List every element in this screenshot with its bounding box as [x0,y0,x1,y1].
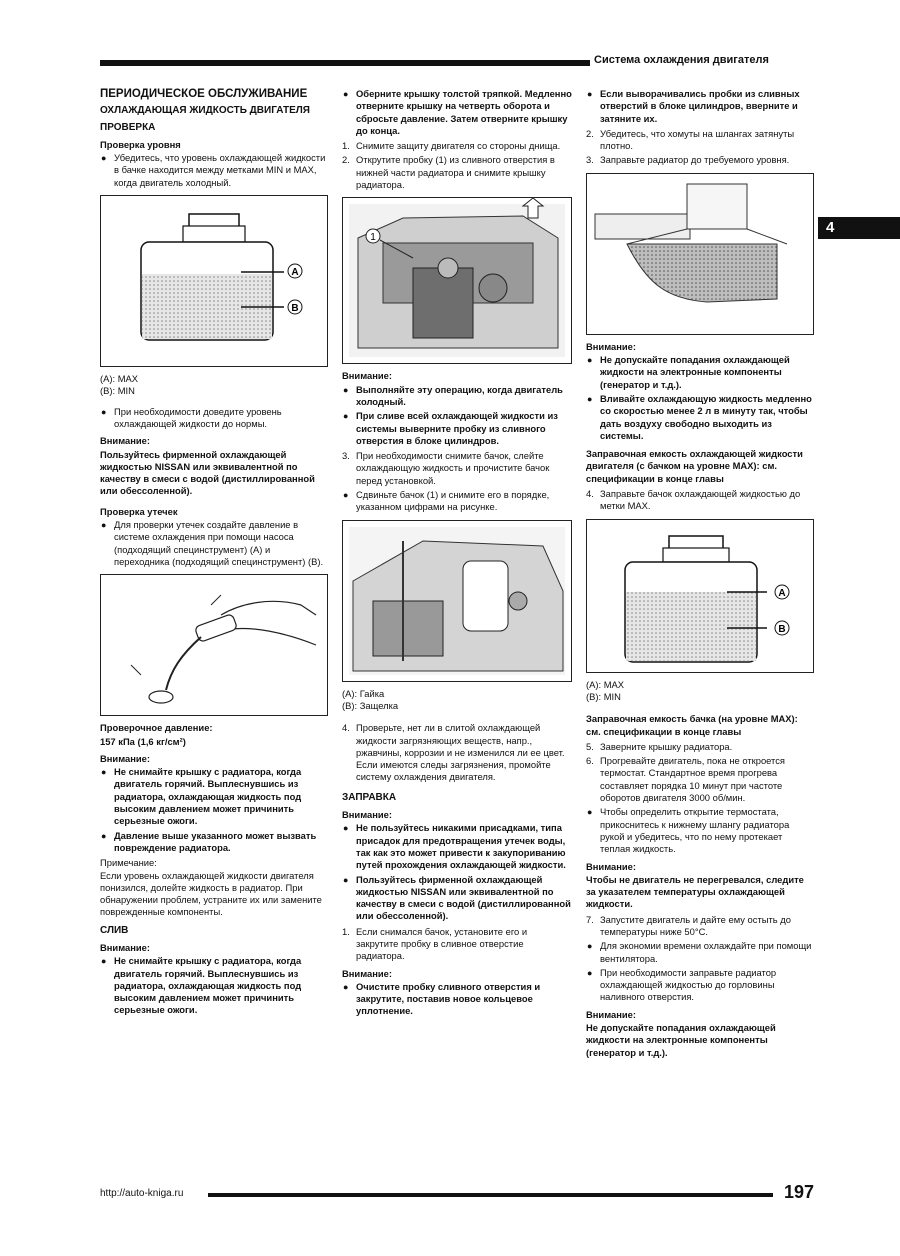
coolant-fill [626,592,756,661]
section-title: Система охлаждения двигателя [594,54,769,66]
component [509,592,527,610]
list-item: ● Для проверки утечек создайте давление в системе охлаждения при помощи насоса (подходящий специнструмент) (A) и переходника (подходящий специнструмент) (B). [100,519,328,568]
steps-list-3 [342,722,572,783]
warning2-label: Внимание: [100,752,150,764]
warning2-label: Внимание: [342,809,392,821]
warning-list [342,384,572,447]
tank-neck [189,214,239,226]
list-item: ● Выполняйте эту операцию, когда двигатель холодный. [342,384,572,409]
drain-heading: СЛИВ [100,924,129,936]
label-a: A [291,267,299,279]
note-text: Если уровень охлаждающей жидкости двигателя понизился, долейте жидкость в радиатор. При обнаружении проблем, устраните их или замените поврежденные компоненты. [100,869,322,918]
list-item: ● Пользуйтесь фирменной охлаждающей жидкостью NISSAN или эквивалентной по качеству в смеси с водой (дистиллированной или обессоленной). [342,874,572,923]
steps-list [342,140,572,191]
fill-warning-list [342,822,572,922]
steps-list-6 [586,914,814,1004]
legend-b: (B): Защелка [342,699,399,711]
capacity2-text: Заправочная емкость бачка (на уровне MAX): см. спецификации в конце главы [586,713,798,737]
warning3-label: Внимание: [342,967,392,979]
engine-center [413,268,473,338]
leader-line [131,665,141,675]
list-item: ● При необходимости доведите уровень охлаждающей жидкости до нормы. [100,406,328,431]
step-2: 2. Открутите пробку (1) из сливного отверстия в нижней части радиатора и снимите крышку радиатора. [342,154,555,191]
warning3-text: Не допускайте попадания охлаждающей жидкости на электронные компоненты (генератор и т.д.). [586,1022,776,1058]
footer-rule [208,1193,773,1197]
step-2: 2. Убедитесь, что хомуты на шлангах затянуты плотно. [586,127,795,152]
step-3: 3. Заправьте радиатор до требуемого уровня. [586,154,790,166]
steps-list-2 [342,450,572,513]
warning-list [586,354,814,442]
fill-steps [342,926,572,963]
step-7: 7. Запустите двигатель и дайте ему остыть до температуры ниже 50°C. [586,913,791,937]
adapter [149,691,173,703]
warning-label: Внимание: [586,340,636,352]
column-2 [342,88,572,1021]
warning-label: Внимание: [342,370,392,382]
tank-diagram [101,196,326,366]
reservoir [463,561,508,631]
steps-list-5 [586,741,814,856]
page-number: 197 [784,1182,815,1202]
footer-url: http://auto-kniga.ru [100,1188,184,1199]
filler-neck-figure [586,173,814,335]
list-item: ● Очистите пробку сливного отверстия и закрутите, поставив новое кольцевое уплотнение. [342,981,572,1018]
list-item: ● Для экономии времени охлаждайте при помощи вентилятора. [586,940,814,965]
tank-legend [100,373,328,398]
list-item: ● Не пользуйтесь никакими присадками, типа присадок для предотвращения утечек воды, так как это может привести к закупориванию путей прохождения охлаждающей жидкости. [342,822,572,871]
pressure-value: 157 кПа (1,6 кг/см²) [100,735,186,747]
list-item: ● Убедитесь, что уровень охлаждающей жидкости в бачке находится между метками MIN и MAX, когда двигатель холодный. [100,152,328,189]
steps-list [586,128,814,167]
reservoir-figure [342,520,572,682]
list-item: ● Не допускайте попадания охлаждающей жидкости на электронные компоненты (генератор и т.д.). [586,354,814,391]
note-label: Примечание: [100,857,157,869]
warning3-list [100,955,328,1016]
plugs-list [586,88,814,125]
level-list [100,152,328,189]
warning-text: Пользуйтесь фирменной охлаждающей жидкостью NISSAN или эквивалентной по качеству в смеси с водой (дистиллированной или обессоленной). [100,448,315,497]
hand-outline [226,629,316,646]
list-item: ● При сливе всей охлаждающей жидкости из системы выверните пробку из сливного отверстия в блоке цилиндров. [342,410,572,447]
list-item: ● Вливайте охлаждающую жидкость медленно со скоростью менее 2 л в минуту так, чтобы дать воздуху свободно выходить из системы. [586,393,814,442]
level-heading: Проверка уровня [100,138,181,150]
radiator-figure [342,197,572,364]
warning2-label: Внимание: [586,860,636,872]
warning3-label: Внимание: [100,941,150,953]
leak-list [100,519,328,568]
column-3 [586,88,814,1062]
topup-list [100,406,328,431]
tank-neck [669,536,723,548]
callout-1: 1 [370,232,376,244]
component [479,274,507,302]
list-item: ● При необходимости заправьте радиатор охлаждающей жидкостью до горловины наливного отверстия. [586,967,814,1004]
tank-filler [663,548,729,562]
list-item: ● Оберните крышку толстой тряпкой. Медленно отверните крышку на четверть оборота и сбросьте давление. Затем отверните крышку до конца. [342,88,572,137]
pipe [595,214,690,239]
step-6: 6. Прогревайте двигатель, пока не откроется термостат. Стандартное время прогрева составляет порядка 10 минут при частоте оборотов двигателя 3000 об/мин. [586,755,786,804]
step-1: 1. Снимите защиту двигателя со стороны днища. [342,140,561,152]
wrap-list [342,88,572,137]
steps-list-4 [586,488,814,513]
legend-a: (A): MAX [100,373,139,385]
step-4: 4. Заправьте бачок охлаждающей жидкостью до метки MAX. [586,488,801,512]
list-item: ● Если выворачивались пробки из сливных отверстий в блоке цилиндров, вверните и затяните их. [586,88,814,125]
tank-filler [183,226,245,242]
leak-heading: Проверка утечек [100,505,178,517]
chapter-tab: 4 [818,217,900,239]
fill-warning-list-2 [342,981,572,1018]
legend-b: (B): MIN [586,690,621,702]
pump-hose [166,637,201,690]
reservoir-legend [342,688,572,713]
legend-b: (B): MIN [100,385,135,397]
pressure-label: Проверочное давление: [100,722,213,734]
filler-neck-diagram [587,174,812,334]
list-item: ● Чтобы определить открытие термостата, прикоснитесь к нижнему шлангу радиатора рукой и убедитесь, что по нему протекает теплая жидкость. [586,806,814,855]
component [438,258,458,278]
warning3-label: Внимание: [586,1008,636,1020]
pump-figure [100,574,328,716]
column-1 [100,88,328,1020]
list-item: ● Не снимайте крышку с радиатора, когда двигатель горячий. Выплеснувшись из радиатора, охлаждающая жидкость под высоким давлением может причинить серьезные ожоги. [100,955,328,1016]
radiator-diagram [343,198,571,363]
tank-legend-2 [586,679,814,704]
label-b: B [778,623,786,635]
step-5: 5. Заверните крышку радиатора. [586,740,733,752]
filler-neck [687,184,747,229]
label-b: B [291,303,299,315]
step-3: 3. При необходимости снимите бачок, слейте охлаждающую жидкость и прочистите бачок перед установкой. [342,450,550,486]
list-item: ● Не снимайте крышку с радиатора, когда двигатель горячий. Выплеснувшись из радиатора, охлаждающая жидкость под высоким давлением может причинить серьезные ожоги. [100,766,328,827]
tank-figure-2 [586,519,814,673]
tank-figure-1 [100,195,328,367]
fill-step-1: 1. Если снимался бачок, установите его и закрутите пробку в сливное отверстие радиатора. [342,925,528,962]
warning2-list [100,766,328,854]
step-4: 4. Проверьте, нет ли в слитой охлаждающей жидкости загрязняющих веществ, напр., ржавчины, коррозии и не изменился ли ее цвет. Если имеются следы загрязнения, промойте систему охлаждения двигателя. [342,722,565,783]
section-heading: ПРОВЕРКА [100,121,156,133]
hand-outline [221,602,316,616]
fill-heading: ЗАПРАВКА [342,791,397,803]
list-item: ● Давление выше указанного может вызвать повреждение радиатора. [100,830,328,855]
warning-label: Внимание: [100,435,150,447]
header-rule [100,60,590,66]
legend-a: (A): MAX [586,678,625,690]
warning2-text: Чтобы не двигатель не перегревался, следите за указателем температуры охлаждающей жидкости. [586,873,804,910]
list-item: ● Сдвиньте бачок (1) и снимите его в порядке, указанном цифрами на рисунке. [342,489,572,514]
engine-part [373,601,443,656]
capacity-text: Заправочная емкость охлаждающей жидкости двигателя (с бачком на уровне MAX): см. спецификации в конце главы [586,448,803,484]
leader-line [211,595,221,605]
label-a: A [778,587,786,599]
tank-diagram-2 [587,520,812,672]
pump-diagram [101,575,326,715]
legend-a: (A): Гайка [342,687,385,699]
reservoir-diagram [343,521,571,681]
subtitle: ОХЛАЖДАЮЩАЯ ЖИДКОСТЬ ДВИГАТЕЛЯ [100,105,310,117]
main-title: ПЕРИОДИЧЕСКОЕ ОБСЛУЖИВАНИЕ [100,88,308,100]
